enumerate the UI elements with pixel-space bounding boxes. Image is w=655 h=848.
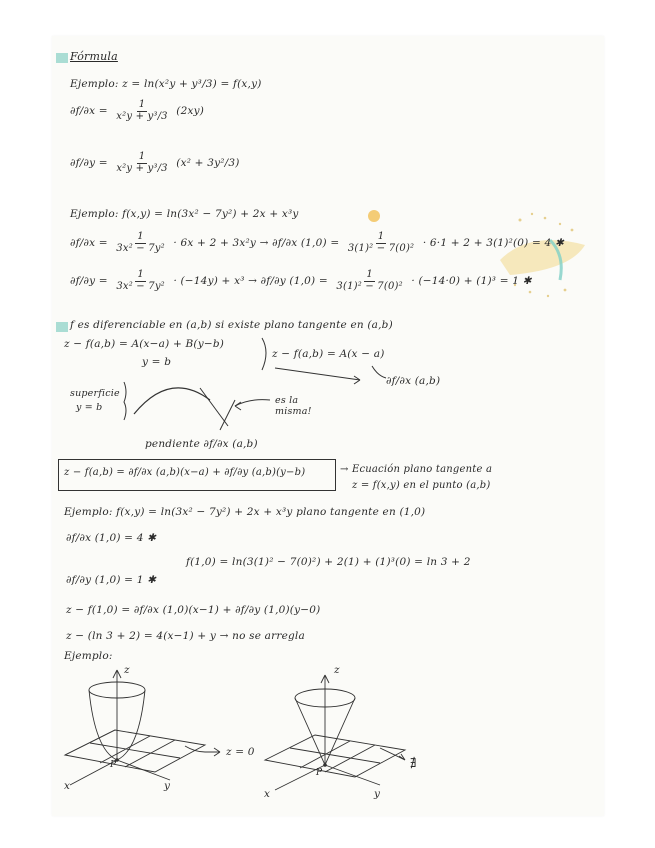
ex3-p2: f(1,0) = ln(3(1)² − 7(0)²) + 2(1) + (1)³(0) = ln 3 + 2 <box>186 556 471 568</box>
ex2-dfdy: ∂f/∂y = $\frac{1}{\text{3x² − 7y²}}$ · (−14y) + x³ → ∂f/∂y (1,0) = $\frac{1}{\text{3(1)² − 7(0)²}}$ · (−14·0) + (1)³ = 1 ✱ <box>70 269 532 292</box>
ex1-dfdy: ∂f/∂y = $\frac{1}{\text{x²y + y³/3}}$ (x² + 3y²/3) <box>70 151 240 174</box>
ex1-title: Ejemplo: z = ln(x²y + y³/3) = f(x,y) <box>70 78 262 90</box>
ex4-title: Ejemplo: <box>64 650 113 662</box>
diff-eq4: ∂f/∂x (a,b) <box>386 375 441 387</box>
heading-highlight <box>56 53 68 63</box>
ex3-title: Ejemplo: f(x,y) = ln(3x² − 7y²) + 2x + x³y plano tangente en (1,0) <box>64 506 426 518</box>
z-axis-label: z <box>124 664 130 676</box>
ex3-p4: z − f(1,0) = ∂f/∂x (1,0)(x−1) + ∂f/∂y (1,0)(y−0) <box>66 604 321 616</box>
cone-diagram <box>255 660 455 805</box>
z-eq-label: z = 0 <box>226 746 255 758</box>
diff-eq2: y = b <box>142 356 172 368</box>
slope-label: pendiente ∂f/∂x (a,b) <box>145 438 258 450</box>
surface-cond: y = b <box>76 402 103 413</box>
p-label: P <box>110 760 117 770</box>
z-axis-label-2: z <box>334 664 340 676</box>
paint-splash-decoration <box>490 200 600 310</box>
y-axis-label-2: y <box>374 788 381 800</box>
diff-eq3: z − f(a,b) = A(x − a) <box>272 348 385 360</box>
x-axis-label-2: x <box>264 788 271 800</box>
ex3-p3: ∂f/∂y (1,0) = 1 ✱ <box>66 574 157 586</box>
paint-splash-yellow <box>368 210 380 222</box>
tangent-desc1: → Ecuación plano tangente a <box>340 464 493 475</box>
p-label-2: P <box>316 768 323 778</box>
ex3-p1: ∂f/∂x (1,0) = 4 ✱ <box>66 532 157 544</box>
diff-arrows <box>60 330 480 460</box>
paraboloid-diagram <box>55 660 255 800</box>
surface-label: superficie <box>70 388 120 399</box>
tangent-desc2: z = f(x,y) en el punto (a,b) <box>352 480 491 491</box>
no-exists-label: ∄ <box>410 756 417 770</box>
diff-statement: f es diferenciable en (a,b) si existe plano tangente en (a,b) <box>70 319 393 331</box>
ex3-p5: z − (ln 3 + 2) = 4(x−1) + y → no se arregla <box>66 630 305 642</box>
y-axis-label: y <box>164 780 171 792</box>
ex2-dfdx: ∂f/∂x = $\frac{1}{\text{3x² − 7y²}}$ · 6x + 2 + 3x²y → ∂f/∂x (1,0) = $\frac{1}{\text{3(1)² − 7(0)²}}$ · 6·1 + 2 + 3(1)²(0) = 4 ✱ <box>70 231 564 254</box>
diff-eq1: z − f(a,b) = A(x−a) + B(y−b) <box>64 338 225 350</box>
ex2-title: Ejemplo: f(x,y) = ln(3x² − 7y²) + 2x + x³y <box>70 208 299 220</box>
x-axis-label: x <box>64 780 71 792</box>
ex1-dfdx: ∂f/∂x = $\frac{1}{\text{x²y + y³/3}}$ (2xy) <box>70 99 205 122</box>
heading: Fórmula <box>70 50 118 63</box>
note: es la misma! <box>275 395 312 418</box>
tangent-formula: z − f(a,b) = ∂f/∂x (a,b)(x−a) + ∂f/∂y (a,b)(y−b) <box>64 467 306 478</box>
